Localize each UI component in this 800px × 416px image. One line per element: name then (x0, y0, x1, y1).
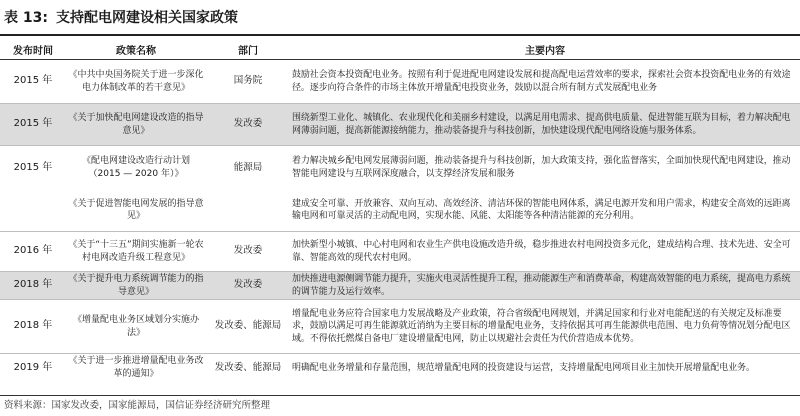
column-header-date: 发布时间 (0, 44, 66, 60)
year-cell: 2018 年 (0, 300, 66, 354)
department-cell: 发改委、能源局 (206, 354, 290, 382)
year-cell: 2019 年 (0, 354, 66, 382)
policy-name-cell: 《关于促进智能电网发展的指导意见》 (68, 198, 204, 222)
table-row (0, 354, 800, 382)
policy-name-cell: 《增量配电业务区域划分实施办法》 (66, 300, 206, 354)
table-row (0, 272, 800, 300)
source-note: 资料来源：国家发改委，国家能源局，国信证券经济研究所整理 (4, 400, 271, 411)
column-header-policy-name: 政策名称 (66, 44, 206, 60)
table-title: 支持配电网建设相关国家政策 (55, 10, 238, 26)
policy-name-cell: 《中共中央国务院关于进一步深化电力体制改革的若干意见》 (68, 70, 204, 93)
year-cell: 2015 年 (0, 104, 66, 146)
department-cell (206, 190, 290, 232)
table-caption (4, 6, 238, 30)
column-header-department: 部门 (206, 44, 290, 60)
bottom-rule (0, 395, 800, 396)
content-cell: 加快新型小城镇、中心村电网和农业生产供电设施改造升级，稳步推进农村电网投资多元化，建成结构合理、技术先进、安全可靠、智能高效的现代农村电网。 (290, 232, 800, 272)
department-cell: 国务院 (233, 75, 263, 87)
table-row (0, 190, 800, 232)
table-row (0, 60, 800, 104)
policy-name-cell: 《配电网建设改造行动计划（2015 — 2020 年）》 (66, 146, 206, 190)
content-cell: 加快推进电源侧调节能力提升，实施火电灵活性提升工程，推动能源生产和消费革命，构建高效智能的电力系统，提高电力系统的调节能力及运行效率。 (290, 272, 800, 300)
department-cell: 能源局 (206, 146, 290, 190)
year-cell: 2015 年 (0, 146, 66, 190)
content-cell: 明确配电业务增量和存量范围，规范增量配电网的投资建设与运营，支持增量配电网项目业主加快开展增量配电业务。 (290, 354, 800, 382)
table-row (0, 146, 800, 190)
year-cell: 2016 年 (0, 232, 66, 272)
department-cell: 发改委 (206, 232, 290, 272)
content-cell: 鼓励社会资本投资配电业务。按照有利于促进配电网建设发展和提高配电运营效率的要求，探索社会资本投资配电业务的有效途径。逐步向符合条件的市场主体放开增量配电投资业务，鼓励以混合所有制方式发展配电业务 (292, 70, 791, 93)
policy-name-cell: 《关于加快配电网建设改造的指导意见》 (66, 104, 206, 146)
column-header-main-content: 主要内容 (290, 44, 800, 60)
table-number: 表 13: (4, 10, 48, 26)
year-cell (0, 190, 66, 232)
table-header-row (0, 44, 800, 60)
year-cell: 2015 年 (13, 75, 53, 87)
policy-name-cell: 《关于进一步推进增量配电业务改革的通知》 (66, 354, 206, 382)
department-cell: 发改委 (206, 104, 290, 146)
policy-name-cell: 《关于“十三五”期间实施新一轮农村电网改造升级工程意见》 (66, 232, 206, 272)
title-rule (0, 34, 800, 36)
content-cell: 着力解决城乡配电网发展薄弱问题，推动装备提升与科技创新，加大政策支持，强化监督落实，全面加快现代配电网建设，推动智能电网建设与互联网深度融合，以支撑经济发展和服务 (290, 146, 800, 190)
policy-table (0, 44, 800, 382)
table-row (0, 232, 800, 272)
content-cell: 围绕新型工业化、城镇化、农业现代化和美丽乡村建设，以满足用电需求、提高供电质量、促进智能互联为目标，着力解决配电网薄弱问题，提高新能源接纳能力，推动装备提升与科技创新，加快建设现代配电网络设施与服务体系。 (290, 104, 800, 146)
policy-name-cell: 《关于提升电力系统调节能力的指导意见》 (66, 272, 206, 300)
department-cell: 发改委、能源局 (206, 300, 290, 354)
table-row (0, 300, 800, 354)
department-cell: 发改委 (206, 272, 290, 300)
table-row (0, 104, 800, 146)
content-cell: 增量配电业务应符合国家电力发展战略及产业政策，符合省级配电网规划，并满足国家和行业对电能配送的有关规定及标准要求，鼓励以满足可再生能源就近消纳为主要目标的增量配电业务，支持依据其可再生能源供电范围、电力负荷等情况划分配电区域。不得依托燃煤自备电厂建设增量配电网，防止以规避社会责任为代价营造成本优势。 (290, 300, 800, 354)
year-cell: 2018 年 (0, 272, 66, 300)
content-cell: 建成安全可靠、开放兼容、双向互动、高效经济、清洁环保的智能电网体系，满足电源开发和用户需求，构建安全高效的远距离输电网和可靠灵活的主动配电网，实现水能、风能、太阳能等各种清洁能源的充分利用。 (292, 198, 791, 222)
